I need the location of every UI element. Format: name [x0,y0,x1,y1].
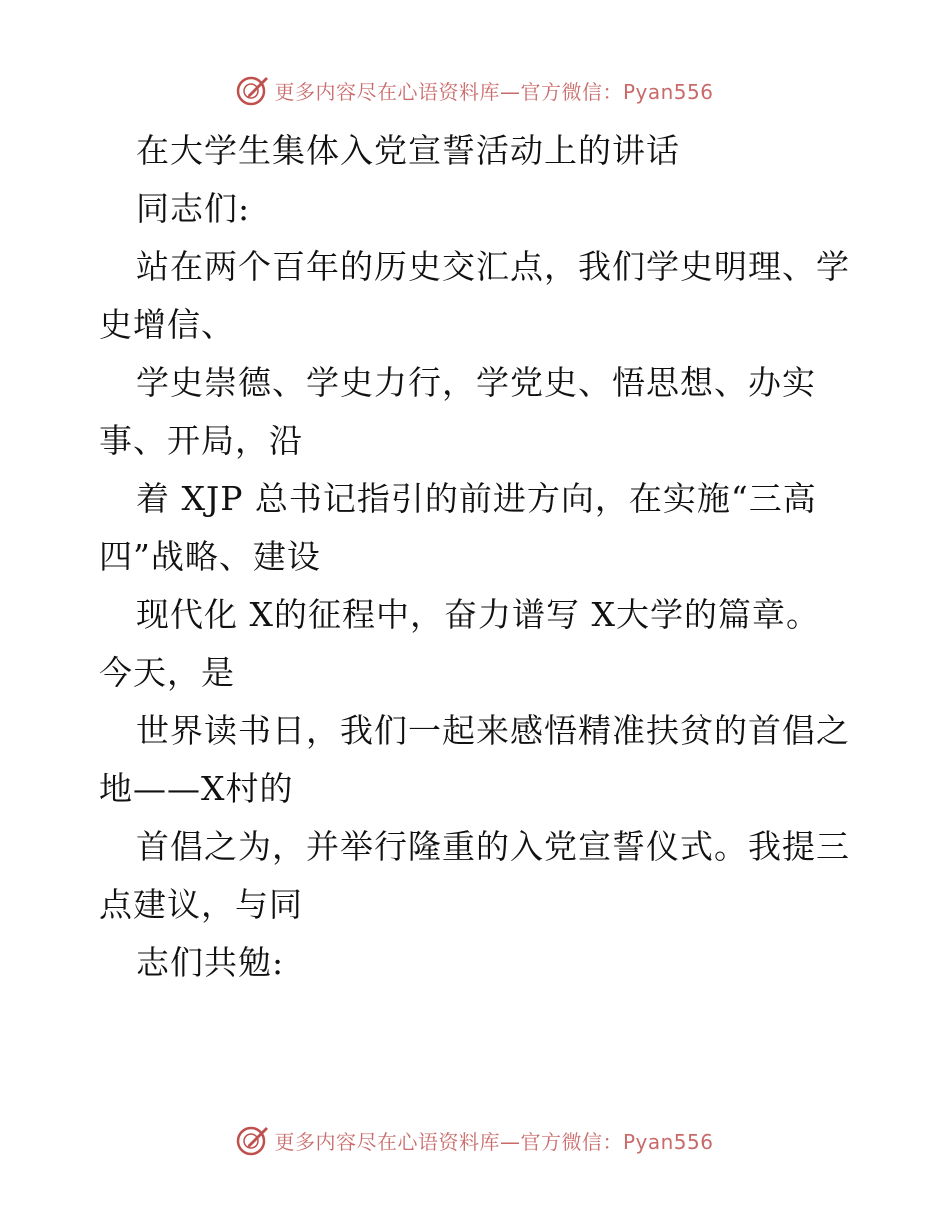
paragraph-line: 世界读书日，我们一起来感悟精准扶贫的首倡之 [136,711,850,750]
salutation: 同志们: [136,189,251,228]
document-title: 在大学生集体入党宣誓活动上的讲话 [136,131,680,170]
paragraph-line: 学史崇德、学史力行，学党史、悟思想、办实 [136,363,816,402]
paragraph-line: 事、开局，沿 [99,421,303,460]
header-banner [0,70,950,110]
paragraph-line: 地——X村的 [99,769,294,808]
paragraph-line: 今天，是 [99,653,235,692]
paragraph-line: 首倡之为，并举行隆重的入党宣誓仪式。我提三 [136,827,850,866]
paragraph-line: 着 XJP 总书记指引的前进方向，在实施“三高 [136,479,817,518]
paragraph-line: 志们共勉: [136,943,285,982]
paragraph-line: 四”战略、建设 [99,537,321,576]
paragraph-line: 点建议，与同 [99,885,303,924]
banner-text: 更多内容尽在心语资料库—官方微信：Pyan556 [274,79,714,104]
paragraph-line: 现代化 X的征程中，奋力谱写 X大学的篇章。 [136,595,820,634]
quill-pen-logo-icon [236,73,270,107]
banner-text: 更多内容尽在心语资料库—官方微信：Pyan556 [274,1129,714,1154]
paragraph-line: 站在两个百年的历史交汇点，我们学史明理、学 [136,247,850,286]
footer-banner [0,1120,950,1160]
document-body [99,122,859,992]
quill-pen-logo-icon [236,1123,270,1157]
paragraph-line: 史增信、 [99,305,235,344]
